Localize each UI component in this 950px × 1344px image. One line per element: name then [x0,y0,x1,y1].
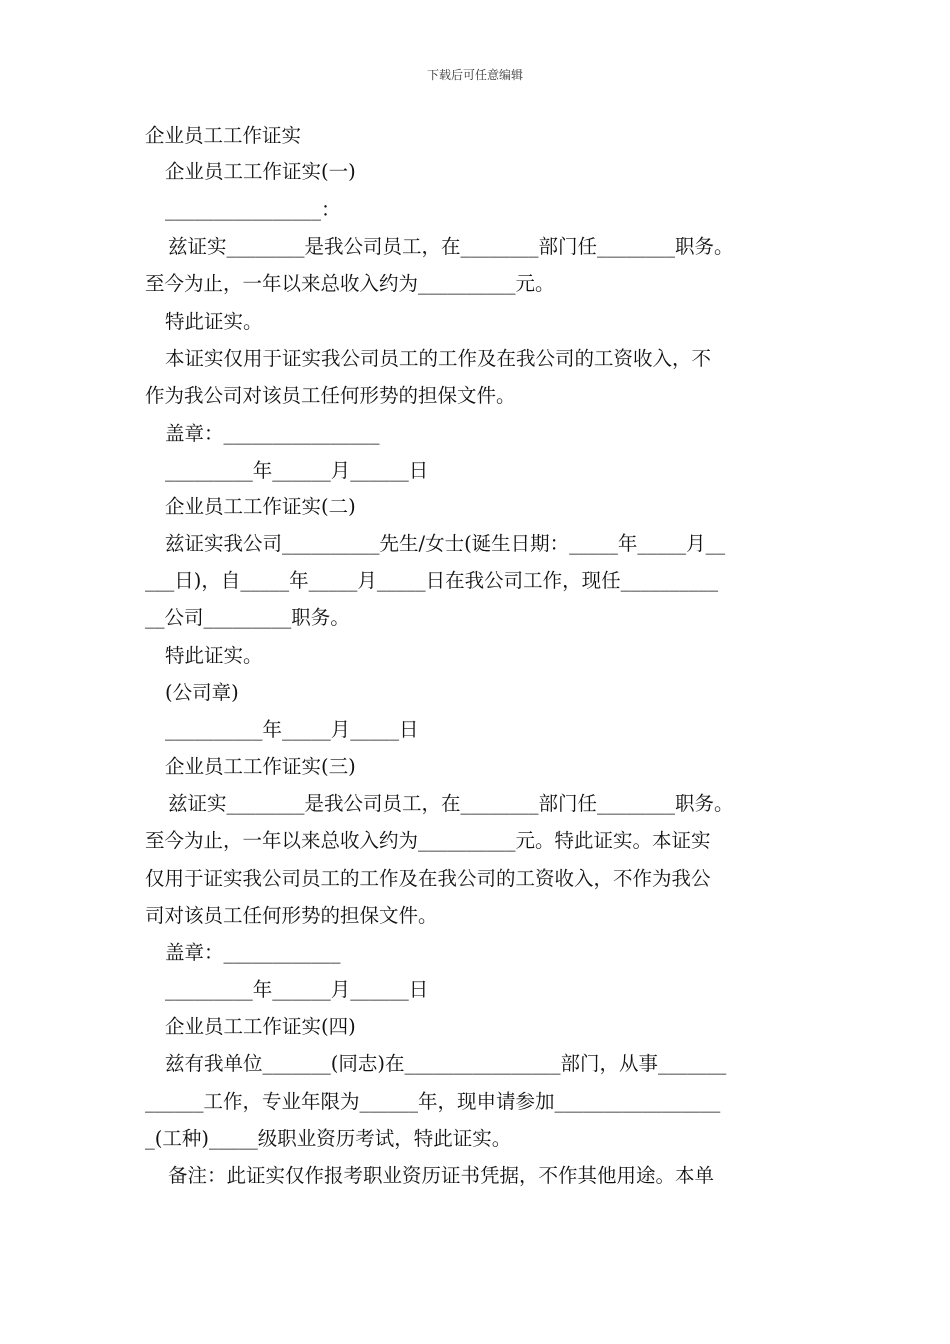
date-line: __________年_____月_____日 [165,718,419,741]
body-line: ___日)，自_____年_____月_____日在我公司工作，现任__________ [145,569,719,592]
remark-line: 备注：此证实仅作报考职业资历证书凭据，不作其他用途。本单 [168,1164,715,1187]
body-line: 特此证实。 [165,310,263,333]
company-seal-line: (公司章) [165,681,239,704]
date-line: _________年______月______日 [165,978,429,1001]
body-line: 兹有我单位_______(同志)在________________部门，从事_______ [165,1052,727,1075]
body-line: 特此证实。 [165,644,263,667]
body-line: 兹证实________是我公司员工，在________部门任________职务。 [168,235,734,258]
body-line: 兹证实我公司__________先生/女士(诞生日期：_____年_____月__ [165,532,726,555]
page-header: 下载后可任意编辑 [426,68,523,82]
seal-line: 盖章：________________ [165,422,380,445]
section-heading-3: 企业员工工作证实(三) [165,755,356,778]
body-line: ______工作，专业年限为______年，现申请参加_________________ [145,1090,721,1113]
body-line: 兹证实________是我公司员工，在________部门任________职务。 [168,792,734,815]
section-heading-2: 企业员工工作证实(二) [165,495,356,518]
body-line: 至今为止，一年以来总收入约为__________元。特此证实。本证实 [145,829,711,852]
date-line: _________年______月______日 [165,459,429,482]
body-line: __公司_________职务。 [145,606,350,629]
seal-line: 盖章：____________ [165,941,341,964]
body-line: 仅用于证实我公司员工的工作及在我公司的工资收入，不作为我公 [145,867,711,890]
body-line: 司对该员工任何形势的担保文件。 [145,904,438,927]
section-heading-4: 企业员工工作证实(四) [165,1015,356,1038]
section-heading-1: 企业员工工作证实(一) [165,160,356,183]
body-line: 本证实仅用于证实我公司员工的工作及在我公司的工资收入，不 [165,347,712,370]
document-title: 企业员工工作证实 [145,124,302,147]
body-line: 至今为止，一年以来总收入约为__________元。 [145,272,555,295]
body-line: 作为我公司对该员工任何形势的担保文件。 [145,384,516,407]
addressee-line: ________________： [165,198,341,221]
body-line: _(工种)_____级职业资历考试，特此证实。 [145,1127,512,1150]
